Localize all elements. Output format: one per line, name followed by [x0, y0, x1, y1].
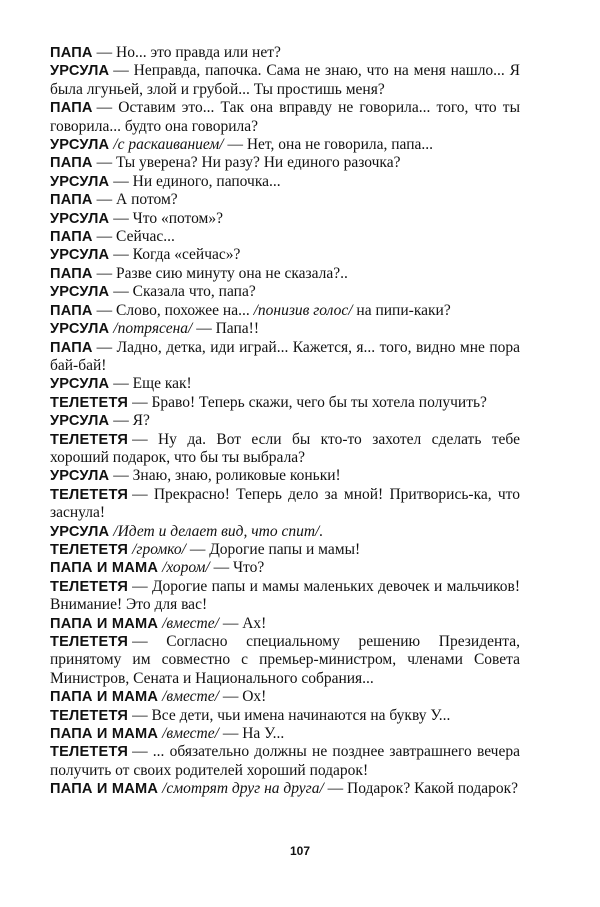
speech-text: — Ты уверена? Ни разу? Ни единого разочка?	[96, 154, 401, 172]
speaker-name: ТЕЛЕТЕТЯ	[50, 578, 129, 595]
dialogue-line	[50, 173, 520, 191]
speaker-name: УРСУЛА	[50, 468, 110, 485]
speech-text: — Я?	[113, 412, 150, 430]
speaker-name: ТЕЛЕТЕТЯ	[50, 486, 129, 503]
dialogue-line	[50, 725, 520, 743]
dialogue-line	[50, 559, 520, 577]
dialogue-line	[50, 246, 520, 264]
dialogue-line	[50, 431, 520, 468]
speaker-name: УРСУЛА	[50, 376, 110, 393]
speech-text: — Ах!	[218, 614, 267, 632]
speech-text: — Когда «сейчас»?	[113, 246, 241, 264]
dialogue-text	[50, 44, 520, 799]
speaker-name: ПАПА	[50, 192, 93, 209]
speaker-name: ТЕЛЕТЕТЯ	[50, 634, 129, 650]
speech-text: — Еще как!	[113, 375, 192, 393]
speaker-name: ПАПА	[50, 229, 93, 246]
dialogue-line	[50, 283, 520, 301]
stage-direction: /понизив голос/	[253, 301, 353, 319]
dialogue-line	[50, 743, 520, 780]
dialogue-line	[50, 578, 520, 615]
speaker-name: ТЕЛЕТЕТЯ	[50, 541, 129, 558]
dialogue-line	[50, 394, 520, 412]
speaker-name: ТЕЛЕТЕТЯ	[50, 394, 129, 411]
dialogue-line	[50, 44, 520, 62]
dialogue-line	[50, 136, 520, 154]
speaker-name: ПАПА И МАМА	[50, 560, 159, 577]
speech-text: — Ладно, детка, иди играй... Кажется, я... того, видно мне пора бай-бай!	[50, 338, 520, 374]
speech-text: — Прекрасно! Теперь дело за мной! Притворись-ка, что заснула!	[50, 485, 520, 522]
stage-direction: /хором/	[162, 559, 210, 577]
speaker-name: УРСУЛА	[50, 210, 110, 227]
speaker-name: ПАПА	[50, 155, 93, 172]
speech-text: — ... обязательно должны не позднее завтрашнего вечера получить от своих родителей хороший подарок!	[50, 743, 520, 779]
speech-text: — Дорогие папы и мамы маленьких девочек и мальчиков! Внимание! Это для вас!	[50, 577, 520, 614]
dialogue-line	[50, 633, 520, 688]
speaker-name: ПАПА И МАМА	[50, 726, 159, 743]
speech-text: на пипи-каки?	[352, 301, 451, 319]
speech-text: — Знаю, знаю, роликовые коньки!	[113, 467, 341, 485]
dialogue-line	[50, 523, 520, 541]
dialogue-line	[50, 302, 520, 320]
stage-direction: /громко/	[132, 540, 186, 558]
speaker-name: УРСУЛА	[50, 523, 110, 540]
dialogue-line	[50, 99, 520, 136]
speaker-name: ПАПА	[50, 265, 93, 282]
speech-text: — Браво! Теперь скажи, чего бы ты хотела получить?	[132, 393, 487, 411]
speaker-name: ПАПА И МАМА	[50, 615, 159, 632]
speech-text: — Все дети, чьи имена начинаются на букву У...	[132, 706, 451, 724]
speech-text: — Папа!!	[192, 320, 259, 338]
speaker-name: УРСУЛА	[50, 413, 110, 430]
speech-text: — Согласно специальному решению Президента, принятому им совместно с премьер-министром, членами Совета Министров, Сената и Национального собрания...	[50, 633, 520, 687]
stage-direction: /вместе/	[162, 614, 219, 632]
dialogue-line	[50, 615, 520, 633]
speech-text: — Сейчас...	[96, 228, 175, 246]
speaker-name: ПАПА И МАМА	[50, 689, 159, 706]
stage-direction: /вместе/	[162, 688, 219, 706]
speech-text: — Ох!	[218, 688, 267, 706]
speech-text: — А потом?	[96, 191, 178, 209]
speaker-name: УРСУЛА	[50, 137, 110, 154]
dialogue-line	[50, 541, 520, 559]
speech-text: — Неправда, папочка. Сама не знаю, что на меня нашло... Я была лгуньей, злой и грубой... Ты простишь меня?	[50, 62, 520, 98]
dialogue-line	[50, 688, 520, 706]
dialogue-line	[50, 154, 520, 172]
dialogue-line	[50, 780, 520, 798]
speech-text: — Ни единого, папочка...	[113, 172, 281, 190]
speaker-name: ПАПА	[50, 339, 93, 356]
speech-text: — Разве сию минуту она не сказала?..	[96, 264, 348, 282]
dialogue-line	[50, 265, 520, 283]
speech-text: — Что?	[209, 559, 265, 577]
speech-text: — Слово, похожее на...	[96, 301, 254, 319]
speech-text: — Дорогие папы и мамы!	[185, 540, 361, 558]
speaker-name: УРСУЛА	[50, 63, 110, 80]
dialogue-line	[50, 320, 520, 338]
dialogue-line	[50, 62, 520, 99]
dialogue-line	[50, 210, 520, 228]
speaker-name: ПАПА	[50, 100, 93, 117]
stage-direction: /смотрят друг на друга/	[162, 780, 324, 798]
speech-text: — Но... это правда или нет?	[96, 44, 281, 61]
stage-direction: /с раскаиванием/	[113, 136, 224, 154]
dialogue-line	[50, 412, 520, 430]
speech-text: — Ну да. Вот если бы кто-то захотел сделать тебе хороший подарок, что бы ты выбрала?	[50, 430, 520, 466]
dialogue-line	[50, 707, 520, 725]
speaker-name: УРСУЛА	[50, 173, 110, 190]
speech-text: — Оставим это... Так она вправду не говорила... того, что ты говорила... будто она говорила?	[50, 99, 520, 135]
dialogue-line	[50, 486, 520, 523]
stage-direction: /потрясена/	[113, 320, 193, 338]
speaker-name: ТЕЛЕТЕТЯ	[50, 431, 129, 448]
dialogue-line	[50, 375, 520, 393]
dialogue-line	[50, 191, 520, 209]
speaker-name: ТЕЛЕТЕТЯ	[50, 707, 129, 724]
page-number: 107	[289, 844, 311, 858]
speech-text: — Что «потом»?	[113, 209, 223, 227]
speech-text: — Сказала что, папа?	[113, 283, 256, 301]
speaker-name: ПАПА И МАМА	[50, 781, 159, 798]
speech-text: — Подарок? Какой подарок?	[323, 780, 519, 798]
dialogue-line	[50, 228, 520, 246]
speech-text: — На У...	[218, 725, 285, 743]
speaker-name: УРСУЛА	[50, 247, 110, 264]
stage-direction: /Идет и делает вид, что спит/.	[113, 522, 324, 540]
dialogue-line	[50, 339, 520, 376]
speaker-name: ТЕЛЕТЕТЯ	[50, 744, 129, 761]
speaker-name: УРСУЛА	[50, 321, 110, 338]
speaker-name: ПАПА	[50, 302, 93, 319]
speaker-name: ПАПА	[50, 45, 93, 61]
stage-direction: /вместе/	[162, 725, 219, 743]
speech-text: — Нет, она не говорила, папа...	[223, 136, 434, 154]
speaker-name: УРСУЛА	[50, 284, 110, 301]
dialogue-line	[50, 467, 520, 485]
